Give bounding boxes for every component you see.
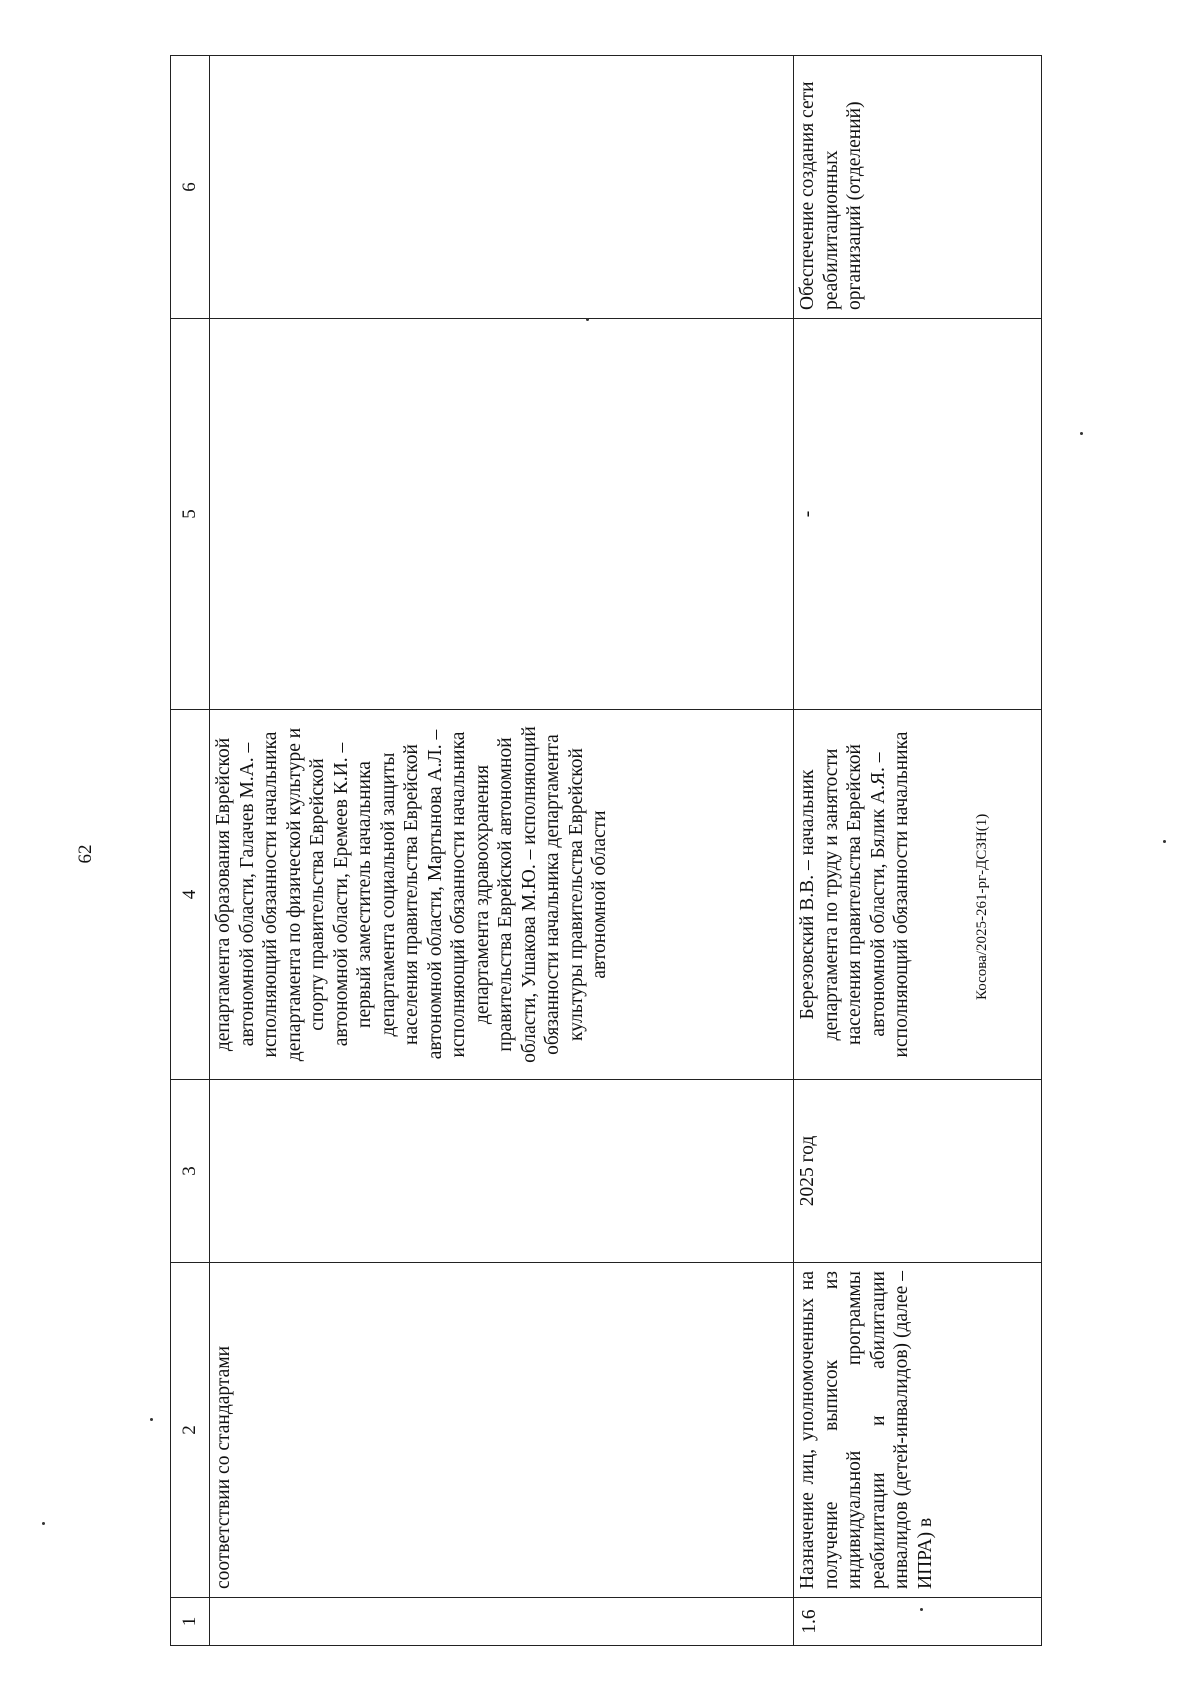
- document-footer-code: Косова/2025-261-рг-ДСЗН(1): [974, 813, 990, 1000]
- scan-speck: [586, 318, 589, 321]
- cell-deadline: [210, 1080, 794, 1263]
- scan-speck: [1163, 840, 1166, 843]
- table-header-row: [171, 56, 210, 1646]
- cell-measure: Назначение лиц, уполномоченных на получение выписок из индивидуальной программы реабилитации и абилитации инвалидов (детей-инвалидов) (далее – ИПРА) в: [794, 1263, 1042, 1598]
- header-col-2: 2: [171, 1263, 210, 1598]
- header-col-4: 4: [171, 710, 210, 1080]
- scan-speck: [920, 1608, 923, 1611]
- scan-speck: [150, 1418, 153, 1421]
- header-col-3: 3: [171, 1080, 210, 1263]
- cell-measure: соответствии со стандартами: [210, 1263, 794, 1598]
- scan-speck: [1080, 432, 1083, 435]
- table-row-continued: [210, 56, 794, 1646]
- cell-deadline: 2025 год: [794, 1080, 1042, 1263]
- scan-speck: [42, 1522, 45, 1525]
- cell-number: [210, 1598, 794, 1646]
- cell-col5: [210, 319, 794, 710]
- cell-number: 1.6: [794, 1598, 1042, 1646]
- document-table-rotated: [170, 56, 1042, 1646]
- cell-responsible: департамента образования Еврейской автономной области, Галачев М.А. – исполняющий обязанности начальника департамента по физической культуре и спорту правительства Еврейской автономной области, Еремеев К.И. – первый заместитель начальника департамента социальной защиты населения правительства Еврейской автономной области, Мартынова А.Л. – исполняющий обязанности начальника департамента здравоохранения правительства Еврейской автономной области, Ушакова М.Ю. – исполняющий обязанности начальника департамента культуры правительства Еврейской автономной области: [210, 710, 794, 1080]
- table-row-1-6: [794, 56, 1042, 1646]
- cell-col5: -: [794, 319, 1042, 710]
- cell-responsible: Березовский В.В. – начальник департамента по труду и занятости населения правительства Еврейской автономной области, Бялик А.Я. – исполняющий обязанности начальника: [794, 710, 1042, 1080]
- header-col-1: 1: [171, 1598, 210, 1646]
- measures-table: [170, 55, 1042, 1646]
- page-number: 62: [75, 844, 96, 864]
- header-col-5: 5: [171, 319, 210, 710]
- cell-result: [210, 56, 794, 319]
- header-col-6: 6: [171, 56, 210, 319]
- cell-result: Обеспечение создания сети реабилитационных организаций (отделений): [794, 56, 1042, 319]
